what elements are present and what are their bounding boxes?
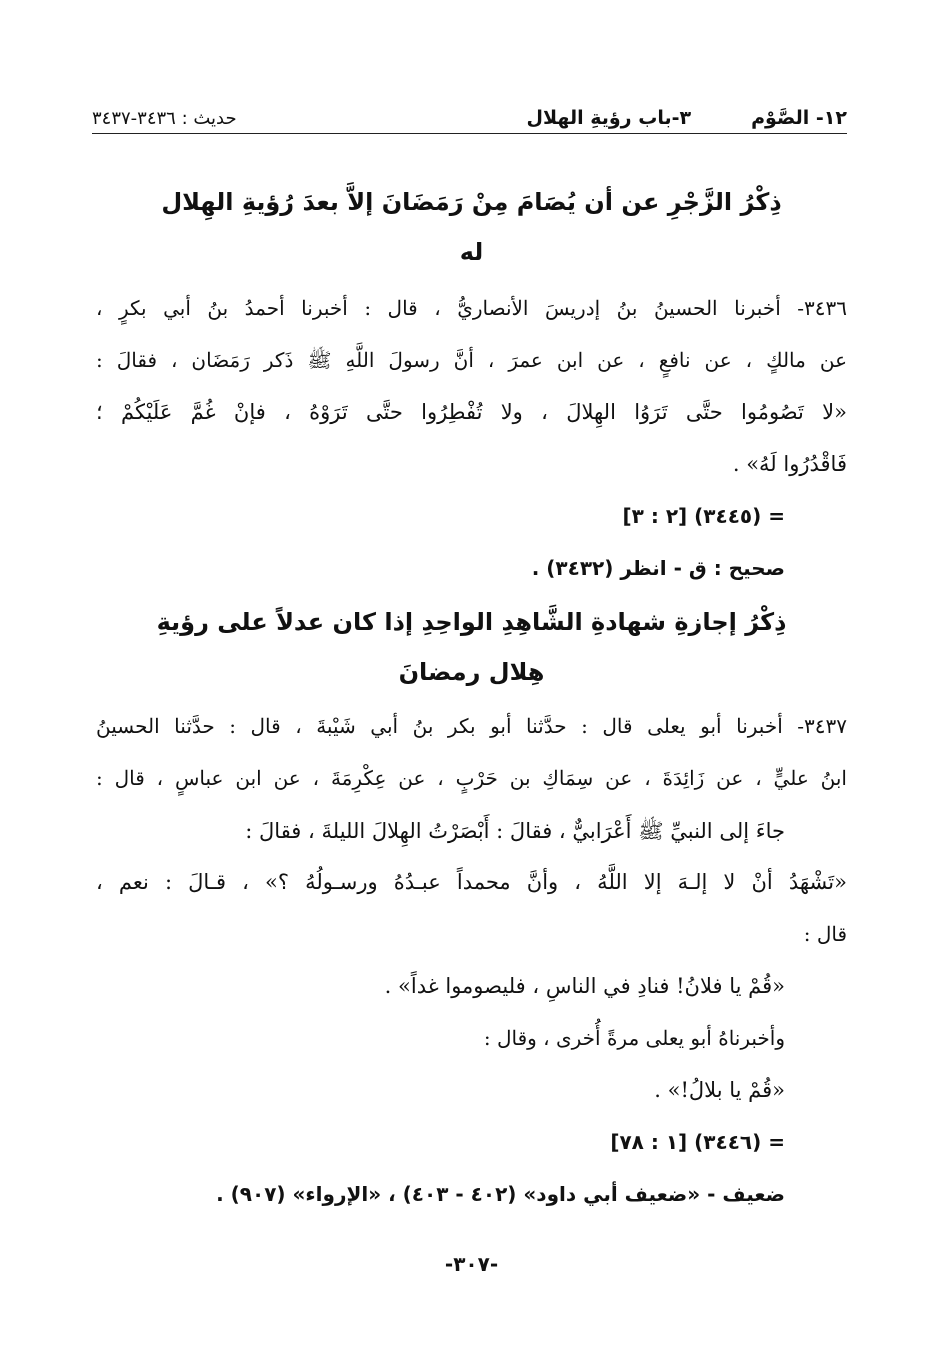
section1-reference: = (٣٤٤٥) [٢ : ٣] bbox=[622, 504, 785, 528]
section1-title-line2: له bbox=[459, 238, 484, 266]
page-number: -٣٠٧- bbox=[444, 1252, 499, 1276]
section1-isnad-line2: عن مالكٍ ، عن نافعٍ ، عن ابن عمرَ ، أنَّ رسولَ اللَّهِ ﷺ ذَكر رَمَضَان ، فقالَ : bbox=[96, 348, 848, 372]
section2-matn-line1: جاءَ إلى النبيِّ ﷺ أَعْرَابيٌّ ، فقالَ : أَبْصَرْتُ الهِلالَ الليلةَ ، فقالَ : bbox=[245, 819, 785, 843]
section2-reference: = (٣٤٤٦) [١ : ٧٨] bbox=[610, 1130, 785, 1154]
running-header bbox=[92, 100, 847, 134]
section2-title-line1: ذِكْرُ إجازةِ شهادةِ الشَّاهِدِ الواحِدِ إذا كان عدلاً على رؤيةِ bbox=[156, 608, 787, 636]
section2-matn-line6: «قُمْ يا بلالُ!» . bbox=[654, 1078, 785, 1102]
section2-matn-line5: وأخبرناهُ أبو يعلى مرةً أُخرى ، وقال : bbox=[483, 1026, 785, 1050]
section2-matn-line3: قال : bbox=[803, 922, 847, 946]
section2-matn-line4: «قُمْ يا فلانُ! فنادِ في الناسِ ، فليصوموا غداً» . bbox=[384, 974, 785, 998]
section2-title-line2: هِلال رمضانَ bbox=[398, 658, 545, 686]
section2-grade: ضعيف - «ضعيف أبي داود» (٤٠٢ - ٤٠٣) ، «الإرواء» (٩٠٧) . bbox=[216, 1182, 785, 1206]
section1-matn-line2: فَاقْدُرُوا لَهُ» . bbox=[732, 452, 847, 476]
section1-matn-line1: «لا تَصُومُوا حتَّى تَرَوُا الهِلالَ ، ولا تُفْطِرُوا حتَّى تَرَوْهُ ، فإنْ غُمَّ عَلَيْكُمْ ؛ bbox=[96, 400, 847, 424]
section2-isnad-line1: ٣٤٣٧- أخبرنا أبو يعلى قال : حدَّثنا أبو بكر بنُ أبي شَيْبةَ ، قال : حدَّثنا الحسينُ bbox=[96, 714, 847, 738]
section1-grade: صحيح : ق - انظر (٣٤٣٢) . bbox=[531, 556, 785, 580]
section2-matn-line2: «تَشْهَدُ أنْ لا إلـهَ إلا اللَّهُ ، وأنَّ محمداً عبـدُهُ ورسـولُهُ ؟» ، قـالَ : نعم ، bbox=[96, 870, 847, 894]
section1-isnad-line1: ٣٤٣٦- أخبرنا الحسينُ بنُ إدريسَ الأنصاريُّ ، قال : أخبرنا أحمدُ بنُ أبي بكرٍ ، bbox=[96, 296, 847, 320]
section1-title-line1: ذِكْرُ الزَّجْرِ عن أن يُصَامَ مِنْ رَمَضَانَ إلاَّ بعدَ رُؤيةِ الهِلال bbox=[161, 188, 782, 216]
book-title: ١٢- الصَّوْم bbox=[751, 107, 847, 129]
chapter-title: ٣-باب رؤيةِ الهلال bbox=[526, 107, 692, 129]
hadith-range: حديث : ٣٤٣٦-٣٤٣٧ bbox=[92, 108, 237, 129]
section2-isnad-line2: ابنُ عليٍّ ، عن زَائِدَةَ ، عن سِمَاكِ بن حَرْبٍ ، عن عِكْرِمَةَ ، عن ابن عباسٍ ، قال : bbox=[96, 766, 847, 790]
